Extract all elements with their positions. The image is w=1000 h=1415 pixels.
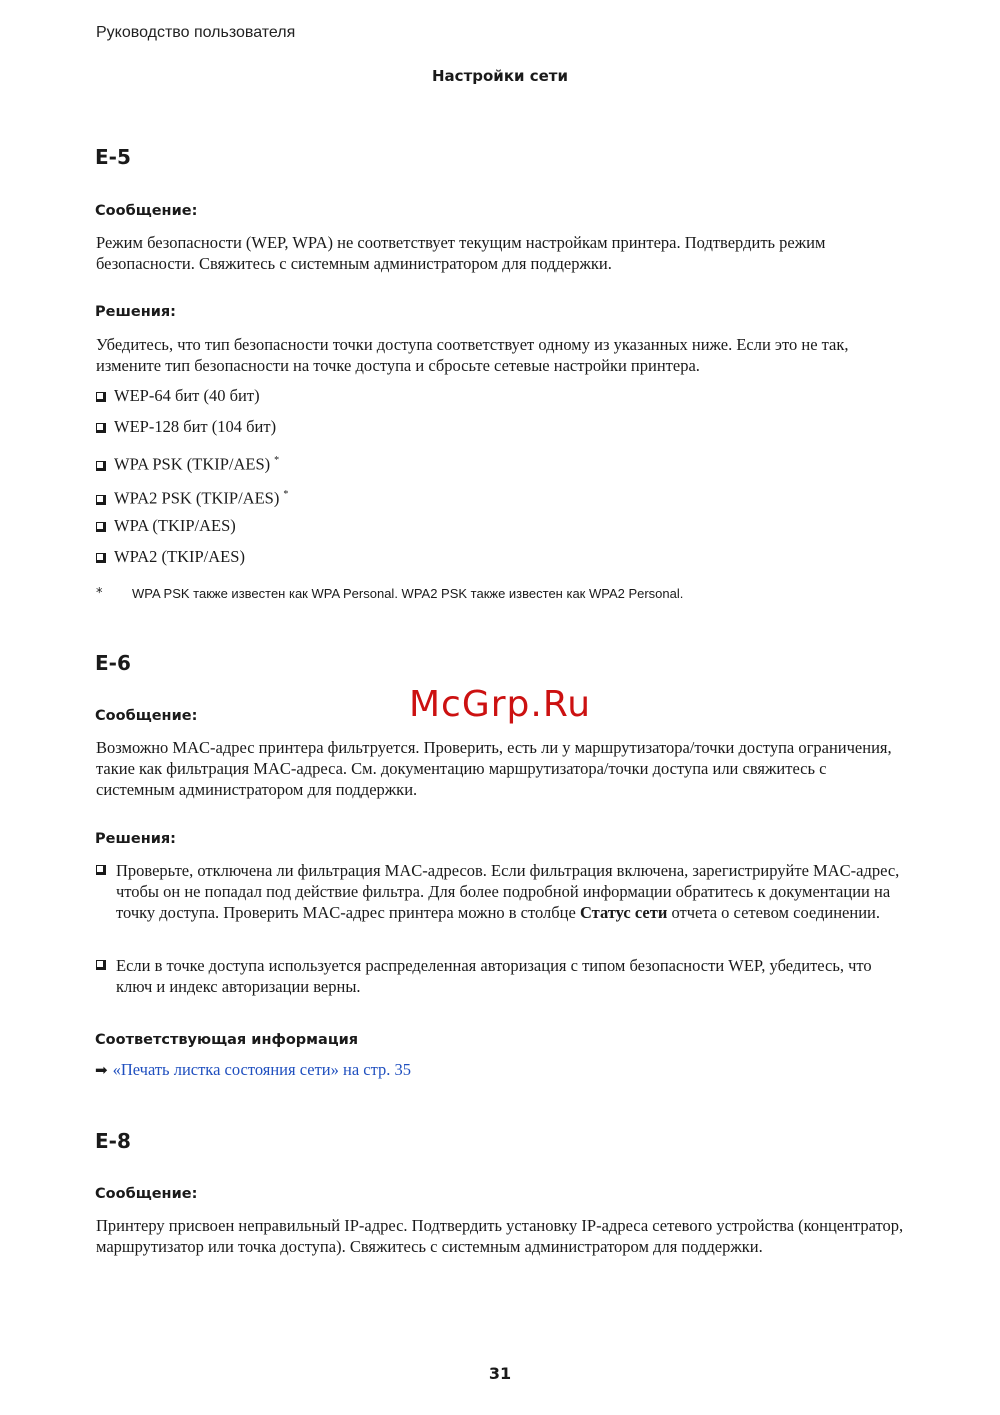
related-link[interactable]: «Печать листка состояния сети» на стр. 35 — [112, 1060, 412, 1079]
checkbox-bullet-icon — [96, 865, 106, 875]
list-item — [96, 450, 279, 475]
checkbox-bullet-icon — [96, 522, 106, 532]
e8-heading: E-8 — [95, 1129, 131, 1153]
checkbox-bullet-icon — [96, 423, 106, 433]
list-item-text: WEP-64 бит (40 бит) — [114, 386, 260, 405]
footnote-ref: * — [283, 489, 289, 500]
checkbox-bullet-icon — [96, 960, 106, 970]
list-item — [96, 860, 908, 923]
list-item — [96, 484, 288, 509]
list-item-text: WPA2 (TKIP/AES) — [114, 547, 245, 566]
watermark: McGrp.Ru — [408, 684, 592, 725]
checkbox-bullet-icon — [96, 392, 106, 402]
list-item-text: Проверьте, отключена ли фильтрация MAC-адресов. Если фильтрация включена, зарегистрируйте MAC-адрес, чтобы он не попадал под действие фильтра. Для более подробной информации обратитесь к документации на точку доступа. Проверить MAC-адрес принтера можно в столбце — [116, 861, 900, 922]
checkbox-bullet-icon — [96, 461, 106, 471]
list-item — [96, 385, 260, 406]
section-title: Настройки сети — [432, 67, 568, 85]
e5-solutions-label: Решения: — [95, 304, 176, 320]
footnote-text: WPA PSK также известен как WPA Personal. WPA2 PSK также известен как WPA2 Personal. — [132, 586, 684, 601]
e6-message-label: Сообщение: — [95, 708, 198, 724]
related-link-row — [95, 1060, 411, 1080]
manual-title: Руководство пользователя — [96, 24, 296, 41]
list-item-text: WPA (TKIP/AES) — [114, 516, 236, 535]
related-info-label: Соответствующая информация — [95, 1032, 359, 1048]
footnote-ref: * — [274, 455, 280, 466]
list-item-text: WPA2 PSK (TKIP/AES) — [114, 488, 280, 508]
e5-solutions-intro: Убедитесь, что тип безопасности точки доступа соответствует одному из указанных ниже. Если это не так, измените тип безопасности на точке доступа и сбросьте сетевые настройки принтера. — [96, 335, 849, 375]
list-item — [96, 546, 245, 567]
list-item-text: Если в точке доступа используется распределенная авторизация с типом безопасности WEP, убедитесь, что ключ и индекс авторизации верны. — [116, 956, 872, 996]
list-item — [96, 416, 276, 437]
e5-heading: E-5 — [95, 145, 131, 169]
list-item — [96, 515, 236, 536]
e6-heading: E-6 — [95, 651, 131, 675]
checkbox-bullet-icon — [96, 553, 106, 563]
arrow-right-icon: ➡ — [95, 1061, 108, 1079]
e8-message-text: Принтеру присвоен неправильный IP-адрес. Подтвердить установку IP-адреса сетевого устройства (концентратор, маршрутизатор или точка доступа). Свяжитесь с системным администратором для поддержки. — [96, 1216, 904, 1256]
e5-message-label: Сообщение: — [95, 203, 198, 219]
list-item-text-end: отчета о сетевом соединении. — [667, 903, 880, 922]
e5-message-text: Режим безопасности (WEP, WPA) не соответствует текущим настройкам принтера. Подтвердить режим безопасности. Свяжитесь с системным администратором для поддержки. — [96, 233, 826, 273]
e6-message-text: Возможно MAC-адрес принтера фильтруется. Проверить, есть ли у маршрутизатора/точки доступа ограничения, такие как фильтрация MAC-адреса. См. документацию маршрутизатора/точки доступа или свяжитесь с системным администратором для поддержки. — [96, 738, 892, 799]
checkbox-bullet-icon — [96, 495, 106, 505]
page-number: 31 — [488, 1364, 512, 1383]
footnote-mark: * — [96, 586, 103, 601]
e8-message-label: Сообщение: — [95, 1186, 198, 1202]
list-item-text: WPA PSK (TKIP/AES) — [114, 454, 271, 474]
list-item — [96, 955, 908, 997]
list-item-text: WEP-128 бит (104 бит) — [114, 417, 277, 436]
e6-solutions-label: Решения: — [95, 831, 176, 847]
status-column-name: Статус сети — [579, 903, 668, 922]
